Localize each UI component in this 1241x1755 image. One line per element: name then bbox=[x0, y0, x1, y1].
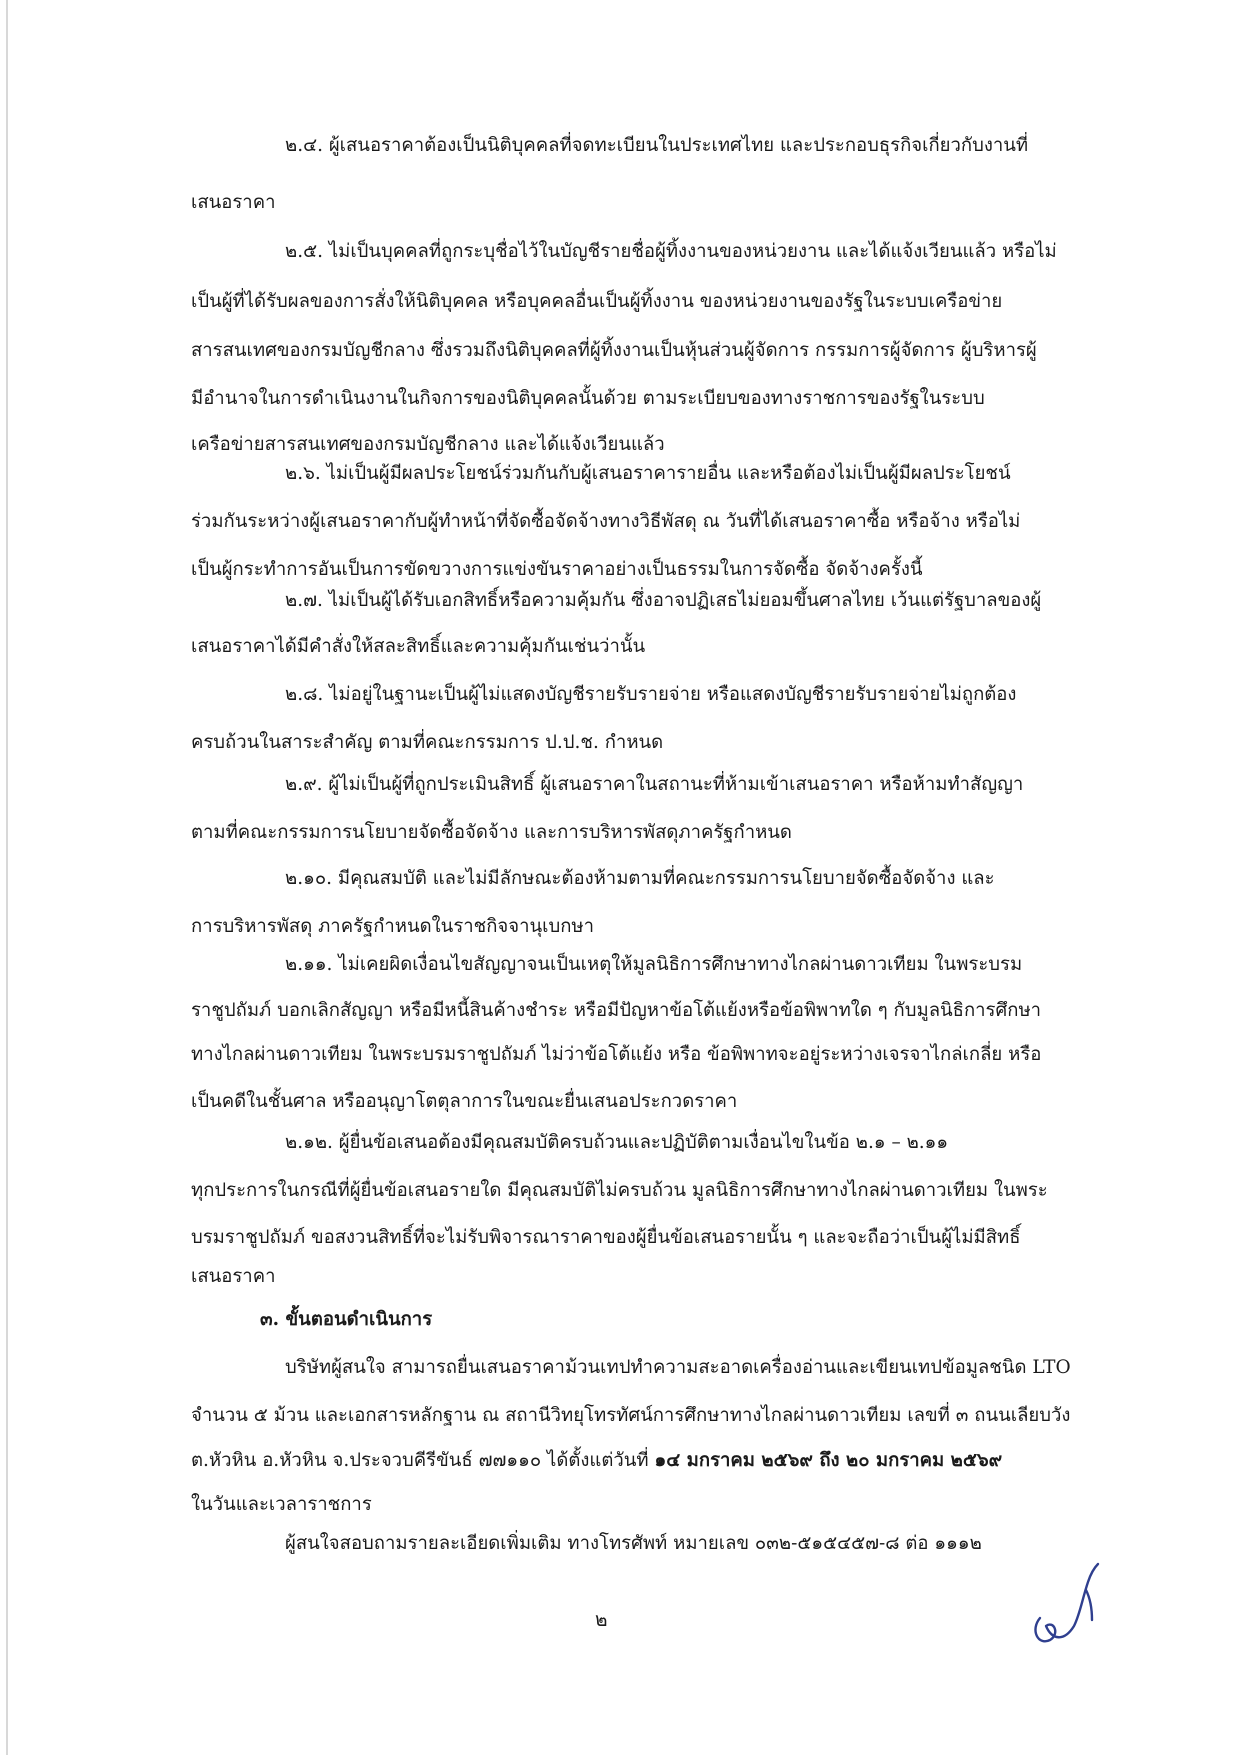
clause-2-12-line-3: บรมราชูปถัมภ์ ขอสงวนสิทธิ์ที่จะไม่รับพิจารณาราคาของผู้ยื่นข้อเสนอรายนั้น ๆ และจะถือว่าเป็นผู้ไม่มีสิทธิ์ bbox=[191, 1227, 1021, 1248]
clause-2-8-line-1: ๒.๘. ไม่อยู่ในฐานะเป็นผู้ไม่แสดงบัญชีรายรับรายจ่าย หรือแสดงบัญชีรายรับรายจ่ายไม่ถูกต้อง bbox=[285, 684, 1017, 705]
clause-2-5-line-3: สารสนเทศของกรมบัญชีกลาง ซึ่งรวมถึงนิติบุคคลที่ผู้ทิ้งงานเป็นหุ้นส่วนผู้จัดการ กรรมการผู้จัดการ ผู้บริหารผู้ bbox=[191, 340, 1037, 361]
clause-2-7-line-2: เสนอราคาได้มีคำสั่งให้สละสิทธิ์และความคุ้มกันเช่นว่านั้น bbox=[191, 636, 646, 657]
clause-2-5-line-1: ๒.๕. ไม่เป็นบุคคลที่ถูกระบุชื่อไว้ในบัญชีรายชื่อผู้ทิ้งงานของหน่วยงาน และได้แจ้งเวียนแล้ว หรือไม่ bbox=[285, 241, 1057, 262]
clause-2-5-line-4: มีอำนาจในการดำเนินงานในกิจการของนิติบุคคลนั้นด้วย ตามระเบียบของทางราชการของรัฐในระบบ bbox=[191, 388, 985, 409]
scan-edge bbox=[6, 0, 8, 1755]
submission-date-range: ๑๔ มกราคม ๒๕๖๙ ถึง ๒๐ มกราคม ๒๕๖๙ bbox=[654, 1450, 1003, 1471]
clause-2-12-line-4: เสนอราคา bbox=[191, 1266, 276, 1287]
clause-2-4-line-2: เสนอราคา bbox=[191, 192, 276, 213]
clause-2-9-line-2: ตามที่คณะกรรมการนโยบายจัดซื้อจัดจ้าง และการบริหารพัสดุภาครัฐกำหนด bbox=[191, 822, 792, 843]
section-3-location-text: ต.หัวหิน อ.หัวหิน จ.ประจวบคีรีขันธ์ ๗๗๑๑๐ ได้ตั้งแต่วันที่ bbox=[191, 1450, 655, 1471]
section-3-line-4: ในวันและเวลาราชการ bbox=[191, 1494, 372, 1515]
clause-2-12-line-1: ๒.๑๒. ผู้ยื่นข้อเสนอต้องมีคุณสมบัติครบถ้วนและปฏิบัติตามเงื่อนไขในข้อ ๒.๑ – ๒.๑๑ bbox=[285, 1132, 949, 1153]
clause-2-10-line-2: การบริหารพัสดุ ภาครัฐกำหนดในราชกิจจานุเบกษา bbox=[191, 916, 594, 937]
clause-2-5-line-2: เป็นผู้ที่ได้รับผลของการสั่งให้นิติบุคคล หรือบุคคลอื่นเป็นผู้ทิ้งงาน ของหน่วยงานของรัฐในระบบเครือข่าย bbox=[191, 291, 1003, 312]
clause-2-9-line-1: ๒.๙. ผู้ไม่เป็นผู้ที่ถูกประเมินสิทธิ์ ผู้เสนอราคาในสถานะที่ห้ามเข้าเสนอราคา หรือห้ามทำสัญญา bbox=[285, 774, 1024, 795]
clause-2-12-line-2: ทุกประการในกรณีที่ผู้ยื่นข้อเสนอรายใด มีคุณสมบัติไม่ครบถ้วน มูลนิธิการศึกษาทางไกลผ่านดาวเทียม ในพระ bbox=[191, 1180, 1048, 1201]
clause-2-5-line-5: เครือข่ายสารสนเทศของกรมบัญชีกลาง และได้แจ้งเวียนแล้ว bbox=[191, 434, 665, 455]
clause-2-11-line-2: ราชูปถัมภ์ บอกเลิกสัญญา หรือมีหนี้สินค้างชำระ หรือมีปัญหาข้อโต้แย้งหรือข้อพิพาทใด ๆ กับมูลนิธิการศึกษา bbox=[191, 1000, 1042, 1021]
clause-2-8-line-2: ครบถ้วนในสาระสำคัญ ตามที่คณะกรรมการ ป.ป.ช. กำหนด bbox=[191, 732, 664, 753]
section-3-line-2: จำนวน ๕ ม้วน และเอกสารหลักฐาน ณ สถานีวิทยุโทรทัศน์การศึกษาทางไกลผ่านดาวเทียม เลขที่ ๓ ถนนเลียบวัง bbox=[191, 1405, 1071, 1426]
clause-2-11-line-3: ทางไกลผ่านดาวเทียม ในพระบรมราชูปถัมภ์ ไม่ว่าข้อโต้แย้ง หรือ ข้อพิพาทจะอยู่ระหว่างเจรจาไกล่เกลี่ย หรือ bbox=[191, 1044, 1042, 1065]
contact-line: ผู้สนใจสอบถามรายละเอียดเพิ่มเติม ทางโทรศัพท์ หมายเลข ๐๓๒-๕๑๕๔๕๗-๘ ต่อ ๑๑๑๒ bbox=[285, 1533, 982, 1554]
clause-2-11-line-1: ๒.๑๑. ไม่เคยผิดเงื่อนไขสัญญาจนเป็นเหตุให้มูลนิธิการศึกษาทางไกลผ่านดาวเทียม ในพระบรม bbox=[285, 954, 1023, 975]
clause-2-11-line-4: เป็นคดีในชั้นศาล หรืออนุญาโตตุลาการในขณะยื่นเสนอประกวดราคา bbox=[191, 1091, 738, 1112]
handwritten-initials bbox=[1030, 1560, 1110, 1650]
page-number: ๒ bbox=[595, 1609, 608, 1631]
clause-2-6-line-3: เป็นผู้กระทำการอันเป็นการขัดขวางการแข่งขันราคาอย่างเป็นธรรมในการจัดซื้อ จัดจ้างครั้งนี้ bbox=[191, 559, 923, 580]
section-3-line-1: บริษัทผู้สนใจ สามารถยื่นเสนอราคาม้วนเทปทำความสะอาดเครื่องอ่านและเขียนเทปข้อมูลชนิด LTO bbox=[285, 1357, 1071, 1378]
clause-2-7-line-1: ๒.๗. ไม่เป็นผู้ได้รับเอกสิทธิ์หรือความคุ้มกัน ซึ่งอาจปฏิเสธไม่ยอมขึ้นศาลไทย เว้นแต่รัฐบาลของผู้ bbox=[285, 590, 1042, 611]
section-3-line-3 bbox=[191, 1446, 1002, 1476]
clause-2-6-line-1: ๒.๖. ไม่เป็นผู้มีผลประโยชน์ร่วมกันกับผู้เสนอราคารายอื่น และหรือต้องไม่เป็นผู้มีผลประโยชน์ bbox=[285, 463, 1011, 484]
clause-2-10-line-1: ๒.๑๐. มีคุณสมบัติ และไม่มีลักษณะต้องห้ามตามที่คณะกรรมการนโยบายจัดซื้อจัดจ้าง และ bbox=[285, 868, 995, 889]
clause-2-4-line-1: ๒.๔. ผู้เสนอราคาต้องเป็นนิติบุคคลที่จดทะเบียนในประเทศไทย และประกอบธุรกิจเกี่ยวกับงานที่ bbox=[285, 135, 1029, 156]
clause-2-6-line-2: ร่วมกันระหว่างผู้เสนอราคากับผู้ทำหน้าที่จัดซื้อจัดจ้างทางวิธีพัสดุ ณ วันที่ได้เสนอราคาซื้อ หรือจ้าง หรือไม่ bbox=[191, 511, 1021, 532]
section-3-heading: ๓. ขั้นตอนดำเนินการ bbox=[260, 1309, 433, 1330]
